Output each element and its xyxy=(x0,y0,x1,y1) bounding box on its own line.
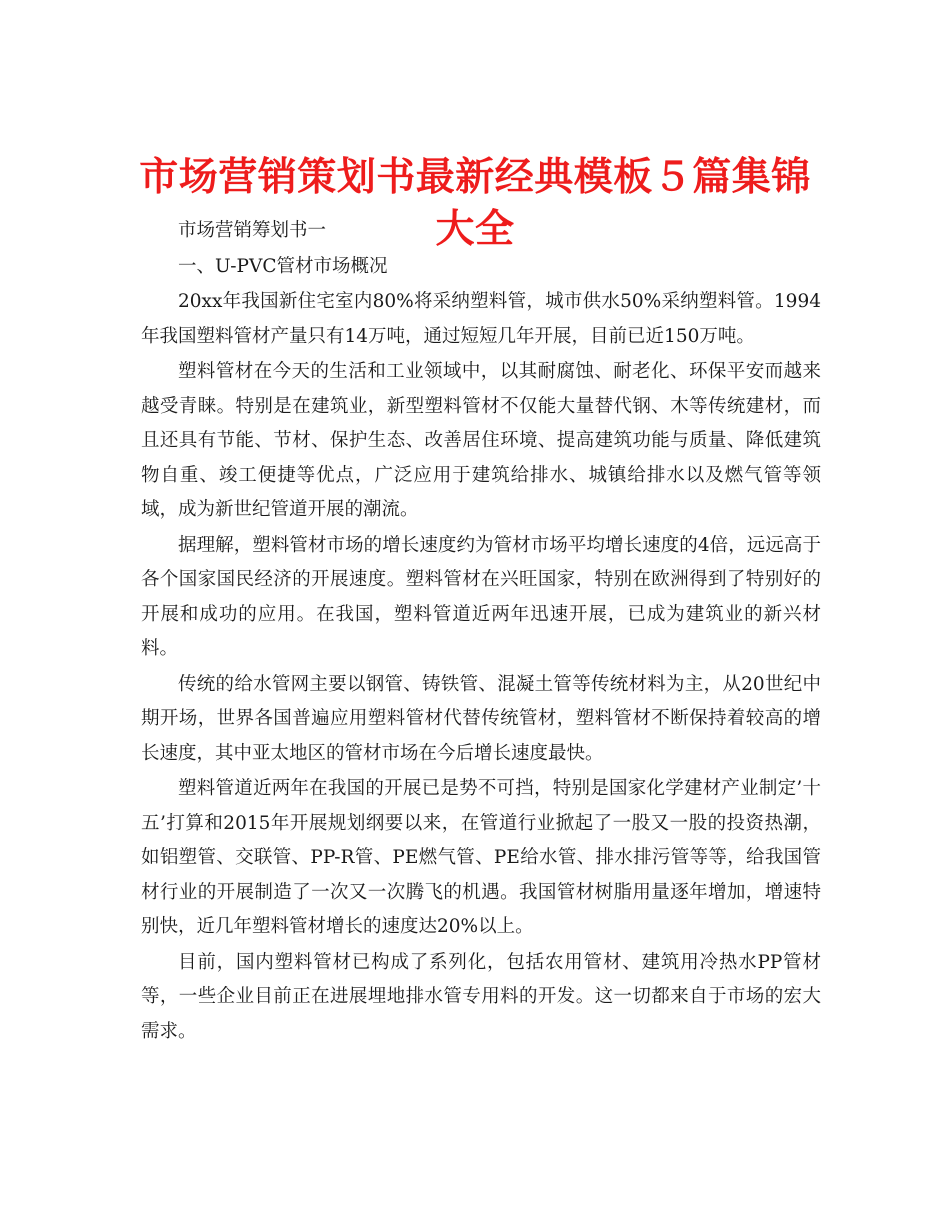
paragraph-heading: 市场营销筹划书一 xyxy=(178,220,327,241)
paragraph: 20xx年我国新住宅室内80%将采纳塑料管，城市供水50%采纳塑料管。1994年我国塑料管材产量只有14万吨，通过短短几年开展，目前已近150万吨。 xyxy=(141,291,821,347)
paragraph: 据理解，塑料管材市场的增长速度约为管材市场平均增长速度的4倍，远远高于各个国家国民经济的开展速度。塑料管材在兴旺国家，特别在欧洲得到了特别好的开展和成功的应用。在我国，塑料管道近两年迅速开展，已成为建筑业的新兴材料。 xyxy=(141,534,821,659)
document-body xyxy=(141,214,821,1050)
paragraph: 传统的给水管网主要以钢管、铸铁管、混凝土管等传统材料为主，从20世纪中期开场，世界各国普遍应用塑料管材代替传统管材，塑料管材不断保持着较高的增长速度，其中亚太地区的管材市场在今后增长速度最快。 xyxy=(141,673,821,764)
paragraph: 塑料管道近两年在我国的开展已是势不可挡，特别是国家化学建材产业制定’十五’打算和2015年开展规划纲要以来，在管道行业掀起了一股又一股的投资热潮，如铝塑管、交联管、PP-R管、PE燃气管、PE给水管、排水排污管等等，给我国管材行业的开展制造了一次又一次腾飞的机遇。我国管材树脂用量逐年增加，增速特别快，近几年塑料管材增长的速度达20%以上。 xyxy=(141,778,821,937)
paragraph: 目前，国内塑料管材已构成了系列化，包括农用管材、建筑用冷热水PP管材等，一些企业目前正在进展埋地排水管专用料的开发。这一切都来自于市场的宏大需求。 xyxy=(141,951,821,1042)
paragraph-section-title: 一、U-PVC管材市场概况 xyxy=(178,255,388,277)
paragraph: 塑料管材在今天的生活和工业领域中，以其耐腐蚀、耐老化、环保平安而越来越受青睐。特别是在建筑业，新型塑料管材不仅能大量替代钢、木等传统建材，而且还具有节能、节材、保护生态、改善居住环境、提高建筑功能与质量、降低建筑物自重、竣工便捷等优点，广泛应用于建筑给排水、城镇给排水以及燃气管等领域，成为新世纪管道开展的潮流。 xyxy=(141,361,821,520)
document-title: 市场营销策划书最新经典模板５篇集锦大全 xyxy=(139,155,811,253)
